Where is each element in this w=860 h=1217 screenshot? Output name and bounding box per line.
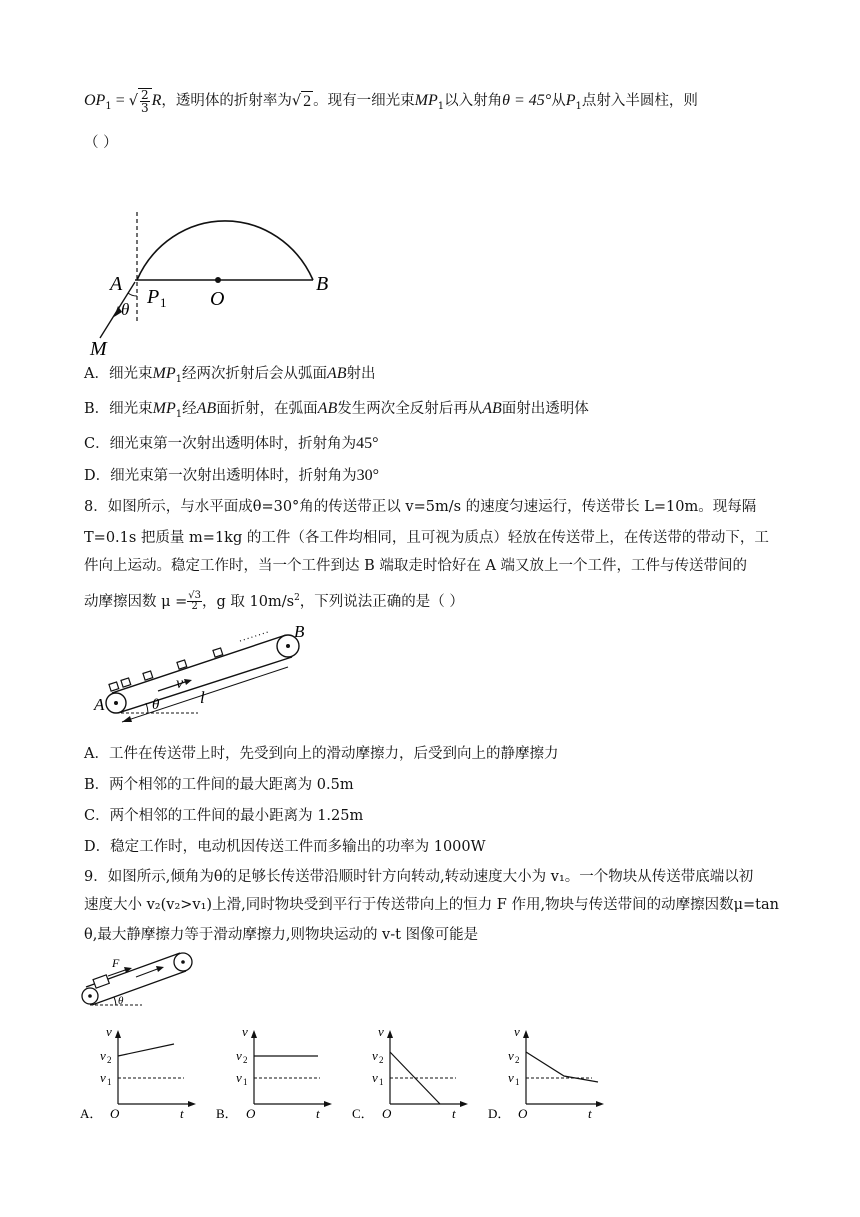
- q7-frac-num: 2: [140, 88, 149, 102]
- q9c-v2-sub: 2: [379, 1055, 384, 1065]
- q8-v-arrow: [158, 681, 188, 691]
- q9-belt-arrowhead: [156, 966, 164, 972]
- q8-stem-line1: 8．如图所示，与水平面成θ=30°角的传送带正以 v=5m/s 的速度匀速运行，传送带长 L=10m。现每隔: [84, 499, 757, 515]
- q9d-O-label: O: [518, 1106, 528, 1121]
- q7-opt-a-post: 经两次折射后会从弧面: [181, 366, 327, 382]
- q7-answer-paren: （ ）: [84, 135, 118, 151]
- q7-sqrt2: √ 2: [291, 92, 312, 110]
- q9b-v2-sub: 2: [243, 1055, 248, 1065]
- q7-label-M: M: [90, 338, 107, 360]
- q7-p: P: [565, 92, 576, 109]
- q7-option-d: [84, 466, 379, 486]
- q8-mu-label: 动摩擦因数 μ =: [84, 593, 188, 610]
- q7-opt-c-text: 细光束第一次射出透明体时，折射角为: [109, 436, 357, 452]
- q7-opt-b-mid: 面折射，在弧面: [216, 401, 318, 417]
- q8-label-B: B: [294, 622, 305, 641]
- q7-opt-b-ab: AB: [196, 400, 217, 417]
- q7-R: R: [151, 92, 162, 109]
- q9-label-F: F: [112, 956, 120, 970]
- q8-label-v: v: [176, 675, 184, 692]
- q9a-t-arrow: [188, 1101, 196, 1107]
- q8-stem-line2: T=0.1s 把质量 m=1kg 的工件（各工件均相同，且可视为质点）轻放在传送带上，在传送带的带动下，工: [84, 530, 769, 546]
- q9d-v2-sub: 2: [515, 1055, 520, 1065]
- q9b-t-label: t: [316, 1106, 320, 1121]
- q7-op1-sub: 1: [105, 100, 112, 112]
- q7-text4: 从: [551, 93, 566, 109]
- q9d-v1-label: v: [508, 1070, 514, 1085]
- q9a-v1-label: v: [100, 1070, 106, 1085]
- q9-graph-c: [352, 1022, 472, 1120]
- q8-option-c: C．两个相邻的工件间的最小距离为 1.25m: [84, 808, 364, 824]
- q9-conveyor-figure: [80, 945, 195, 1015]
- q7-opt-b-key: B．: [84, 401, 110, 417]
- q9d-t-label: t: [588, 1106, 592, 1121]
- q7-label-A: A: [110, 273, 123, 295]
- q7-eq: =: [111, 92, 129, 109]
- q9d-key: D．: [488, 1106, 511, 1121]
- q8-belt-bottom: [118, 657, 292, 713]
- q9c-t-arrow: [460, 1101, 468, 1107]
- q7-frac-den: 3: [140, 101, 149, 115]
- q9b-v1-sub: 1: [243, 1077, 248, 1087]
- q7-label-P1: P: [147, 286, 160, 308]
- q9c-v-label: v: [378, 1024, 384, 1039]
- q9b-O-label: O: [246, 1106, 256, 1121]
- q9a-v2-label: v: [100, 1048, 106, 1063]
- q8-question: ，下列说法正确的是（ ）: [299, 593, 464, 610]
- q7-label-P1-sub: 1: [160, 295, 167, 310]
- q7-opt-c-key: C．: [84, 436, 110, 452]
- q7-stem-line: [84, 88, 698, 117]
- q8-conveyor-figure: [88, 615, 318, 730]
- q8-stem-line4: [84, 588, 464, 612]
- q8-g-sup: 2: [294, 593, 300, 603]
- q7-theta: θ = 45°: [502, 92, 552, 109]
- q9-label-theta: θ: [118, 995, 124, 1007]
- q7-label-theta: θ: [121, 300, 130, 319]
- q8-l-arrowhead: [122, 716, 132, 722]
- q9b-t-arrow: [324, 1101, 332, 1107]
- q8-mu-num: √3: [188, 590, 202, 602]
- q7-opt-a-pre: 细光束: [108, 366, 153, 382]
- q9-graph-b: [216, 1022, 336, 1120]
- q9d-t-arrow: [596, 1101, 604, 1107]
- q7-opt-d-text: 细光束第一次射出透明体时，折射角为: [110, 468, 357, 484]
- q8-theta-arc: [146, 703, 148, 713]
- q9c-v1-sub: 1: [379, 1077, 384, 1087]
- q7-mp: MP: [414, 92, 438, 109]
- q9c-v1-label: v: [372, 1070, 378, 1085]
- q7-text5: 点射入半圆柱，则: [581, 93, 698, 109]
- q7-mp-sub: 1: [437, 100, 445, 112]
- q9d-v1-sub: 1: [515, 1077, 520, 1087]
- q8-v-arrowhead: [184, 679, 192, 685]
- q9d-v-label: v: [514, 1024, 520, 1039]
- q9a-key: A．: [80, 1106, 103, 1121]
- q7-option-a: [84, 364, 376, 390]
- q9-stem-line1: 9．如图所示,倾角为θ的足够长传送带沿顺时针方向转动,转动速度大小为 v₁。一个物块从传送带底端以初: [84, 869, 754, 885]
- q7-opt-b-ab2: AB: [317, 400, 338, 417]
- q9-stem-line2: 速度大小 v₂(v₂>v₁)上滑,同时物块受到平行于传送带向上的恒力 F 作用,物块与传送带间的动摩擦因数μ=tan: [84, 897, 779, 913]
- q9b-v1-label: v: [236, 1070, 242, 1085]
- q8-g-text: ，g 取 10m/s: [202, 593, 295, 610]
- q7-opt-b-post: 经: [182, 401, 197, 417]
- q7-opt-b-sub: 1: [175, 408, 183, 420]
- q7-opt-a-mp: MP: [152, 365, 176, 382]
- q7-arc: [137, 221, 313, 280]
- q9-theta-arc: [114, 997, 116, 1005]
- q9c-O-label: O: [382, 1106, 392, 1121]
- q9-graph-d: [488, 1022, 608, 1120]
- q9-belt-arrow: [136, 968, 160, 977]
- q9a-v-label: v: [106, 1024, 112, 1039]
- q9-graph-a: [80, 1022, 200, 1120]
- q8-label-theta: θ: [152, 697, 160, 713]
- q8-option-d: D．稳定工作时，电动机因传送工件而多输出的功率为 1000W: [84, 839, 486, 855]
- q7-opt-d-key: D．: [84, 468, 111, 484]
- q7-opt-c-val: 45°: [356, 435, 379, 452]
- q9d-v-arrow: [523, 1030, 529, 1038]
- q7-opt-b-pre: 细光束: [109, 401, 153, 417]
- q8-option-a: A．工件在传送带上时，先受到向上的滑动摩擦力，后受到向上的静摩擦力: [84, 746, 559, 762]
- q7-opt-a-key: A．: [84, 366, 109, 382]
- q9a-t-label: t: [180, 1106, 184, 1121]
- q9-stem-line3: θ,最大静摩擦力等于滑动摩擦力,则物块运动的 v-t 图像可能是: [84, 927, 479, 943]
- q9b-v-label: v: [242, 1024, 248, 1039]
- q7-text3: 以入射角: [444, 93, 503, 109]
- q9-pulley-bottom-axle: [88, 994, 92, 998]
- q7-option-b: [84, 399, 589, 425]
- q9b-v-arrow: [251, 1030, 257, 1038]
- q9c-t-label: t: [452, 1106, 456, 1121]
- q7-opt-a-sub: 1: [175, 373, 182, 385]
- q7-opt-b-ab3: AB: [482, 400, 502, 417]
- q7-text2: 。现有一细光束: [313, 93, 415, 109]
- q7-op1: OP: [84, 92, 106, 109]
- q9c-v-arrow: [387, 1030, 393, 1038]
- q9b-v2-label: v: [236, 1048, 242, 1063]
- q7-text1: ，透明体的折射率为: [161, 93, 292, 109]
- q7-sqrt-frac: √ $\frac{2}{3}$: [129, 93, 152, 109]
- q7-label-B: B: [316, 273, 329, 295]
- q9a-v2-sub: 2: [107, 1055, 112, 1065]
- q7-opt-d-val: 30°: [356, 467, 380, 484]
- q7-opt-a-end: 射出: [346, 366, 376, 382]
- q8-stem-line3: 件向上运动。稳定工作时，当一个工件到达 B 端取走时恰好在 A 端又放上一个工件，工件与传送带间的: [84, 558, 748, 574]
- q9a-curve: [118, 1044, 174, 1056]
- q9-pulley-top-axle: [181, 960, 185, 964]
- q7-opt-a-ab: AB: [326, 365, 347, 382]
- q9a-O-label: O: [110, 1106, 120, 1121]
- q7-option-c: [84, 434, 379, 454]
- q7-p-sub: 1: [575, 100, 582, 112]
- q8-pulley-A-axle: [114, 701, 118, 705]
- q9-block: [93, 975, 109, 988]
- q8-dots: [240, 632, 268, 641]
- q7-center-dot: [215, 277, 221, 283]
- q9b-key: B．: [216, 1106, 238, 1121]
- q8-mu-den: 2: [191, 601, 198, 613]
- q7-theta-arc: [128, 293, 137, 296]
- q7-opt-b-mp: MP: [152, 400, 176, 417]
- q9c-v2-label: v: [372, 1048, 378, 1063]
- q8-pulley-B-axle: [286, 644, 290, 648]
- q9d-v2-label: v: [508, 1048, 514, 1063]
- q8-belt-top: [112, 635, 286, 693]
- q7-label-O: O: [210, 288, 225, 310]
- q7-sqrt2-val: 2: [303, 92, 312, 110]
- q7-semicircle-figure: [80, 160, 350, 360]
- q7-opt-b-mid2: 发生两次全反射后再从: [337, 401, 483, 417]
- q8-mu-frac: [187, 591, 202, 612]
- q9c-key: C．: [352, 1106, 374, 1121]
- q7-opt-b-end: 面射出透明体: [501, 401, 589, 417]
- q8-label-l: l: [200, 688, 205, 707]
- q9a-v1-sub: 1: [107, 1077, 112, 1087]
- q9a-v-arrow: [115, 1030, 121, 1038]
- q8-option-b: B．两个相邻的工件间的最大距离为 0.5m: [84, 777, 354, 793]
- q8-label-A: A: [94, 695, 105, 714]
